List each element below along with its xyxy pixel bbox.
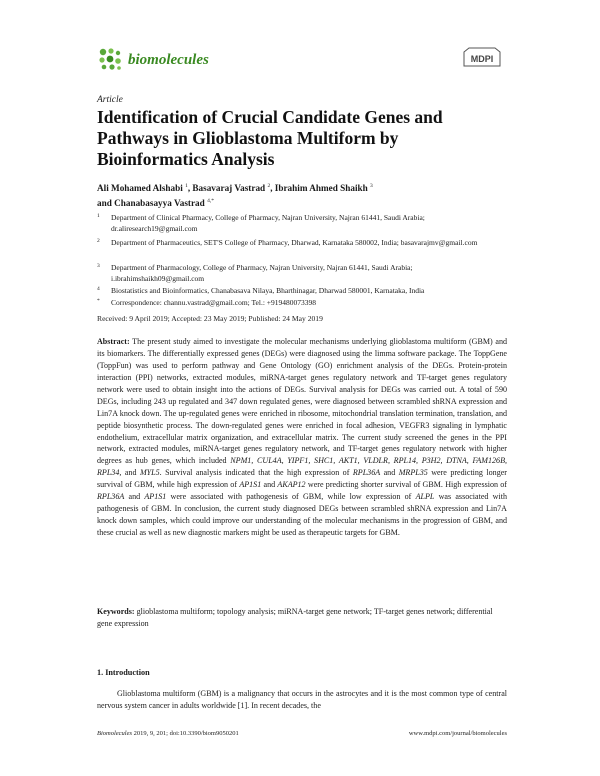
author-name[interactable]: Basavaraj Vastrad: [192, 183, 266, 194]
affiliation-mark: 1: [97, 213, 100, 219]
affiliation-text: Department of Clinical Pharmacy, College of Pharmacy, Najran University, Najran 61441, Saudi Arabia; dr.aliresearch19@gmail.com: [111, 213, 425, 233]
author-name[interactable]: Chanabasayya Vastrad: [114, 198, 205, 209]
journal-logo-icon: [97, 46, 123, 72]
affiliation-mark: *: [97, 298, 100, 304]
footer-citation-text[interactable]: 2019, 9, 201; doi:10.3390/biom9050201: [132, 730, 239, 737]
abstract-text: was associated with pathogenesis of GBM. In conclusion, the current study diagnosed DEGs between scrambled shRNA expression and Lin7A knock down samples, which could improve our understanding of the molecular mechanisms in the progression of GBM, and these crucial as well as new diagnostic markers might be used as therapeutic targets for GBM.: [97, 492, 507, 537]
affiliation-mark: 2: [97, 238, 100, 244]
section-heading: 1. Introduction: [97, 668, 150, 677]
mdpi-badge-icon: [462, 46, 502, 68]
author-affiliation-mark: 4,*: [207, 198, 214, 205]
abstract-text: were predicting longer survival of GBM, while high expression of: [97, 468, 507, 490]
affiliation-mark: 3: [97, 263, 100, 269]
gene-name: MYL5: [139, 468, 160, 478]
abstract-text: and: [121, 468, 140, 478]
affiliation-mark: 4: [97, 286, 100, 292]
author-list: Ali Mohamed Alshabi $^1$, Basavaraj Vastrad $^2$, Ibrahim Ahmed Shaikh $^3$ and Chanabasayya Vastrad $^{4,*}$: [97, 183, 373, 209]
affiliation-text: Department of Pharmacology, College of Pharmacy, Najran University, Najran 61441, Saudi Arabia; i.ibrahimshaikh09@gmail.com: [111, 263, 413, 283]
footer-journal: Biomolecules: [97, 730, 133, 737]
abstract-text: and: [261, 480, 278, 490]
section-body-text: Glioblastoma multiform (GBM) is a malignancy that occurs in the astrocytes and it is the most common type of central nervous system cancer in adults worldwide [1]. In recent decades, the: [97, 689, 507, 710]
article-type: Article: [97, 95, 123, 105]
gene-name: MRPL35: [398, 468, 428, 478]
gene-name: RPL36A: [352, 468, 381, 478]
keywords-text: glioblastoma multiform; topology analysis; miRNA-target gene network; TF-target genes network; differential gene expression: [97, 607, 493, 628]
paper-title: Identification of Crucial Candidate Genes and Pathways in Glioblastoma Multiform by Bioinformatics Analysis: [97, 107, 443, 169]
footer-url[interactable]: www.mdpi.com/journal/biomolecules: [408, 730, 507, 737]
footer-citation: [97, 730, 239, 737]
abstract: [97, 336, 507, 539]
abstract-text: were predicting shorter survival of GBM. High expression of: [305, 480, 507, 490]
abstract-text: and: [380, 468, 399, 478]
gene-name: AKAP12: [277, 480, 306, 490]
author-affiliation-mark: 1: [185, 183, 188, 189]
journal-name: biomolecules: [128, 52, 209, 68]
author-affiliation-mark: 2: [267, 183, 271, 189]
hub-gene-list: NPM1, CUL4A, YIPF1, SHC1, AKT1, VLDLR, RPL14, P3H2, DTNA, FAM126B, RPL34,: [97, 456, 508, 478]
gene-name: ALPL: [415, 492, 435, 502]
abstract-text: and: [124, 492, 145, 502]
abstract-text: . Survival analysis indicated that the high expression of: [159, 468, 353, 478]
author-affiliation-mark: 3: [370, 183, 373, 189]
gene-name: AP1S1: [144, 492, 167, 502]
author-conjunction: and: [97, 198, 112, 209]
mdpi-label: MDPI: [470, 54, 494, 64]
abstract-text: The present study aimed to investigate the molecular mechanisms underlying glioblastoma multiform (GBM) and its biomarkers. The differentially expressed genes (DEGs) were diagnosed using the limma software package. The ToppGene (ToppFun) was used to perform pathway and Gene Ontology (GO) enrichment analysis of the DEGs. Protein-protein interaction (PPI) networks, extracted modules, miRNA-target genes regulatory network and TF-target genes regulatory network were used to obtain insight into the actions of DEGs. Survival analysis for DEGs was carried out. A total of 590 DEGs, including 243 up regulated and 347 down regulated genes, were diagnosed between scrambled shRNA expression and Lin7A knock down. The up-regulated genes were enriched in ribosome, mitochondrial translation termination, translation, and peptide biosynthetic process. The down-regulated genes were enriched in focal adhesion, VEGFR3 signaling in lymphatic endothelium, extracellular matrix organization, and extracellular matrix. The current study screened the genes in the PPI network, extracted modules, miRNA-target genes regulatory network, and TF-target genes regulatory network with higher degrees as hub genes, which included: [97, 337, 507, 466]
affiliation-text: Biostatistics and Bioinformatics, Chanabasava Nilaya, Bharthinagar, Dharwad 580001, Karnataka, India: [111, 286, 425, 295]
gene-name: AP1S1: [239, 480, 262, 490]
affiliation-text: Department of Pharmaceutics, SET'S College of Pharmacy, Dharwad, Karnataka 580002, India; basavarajmv@gmail.com: [111, 238, 478, 247]
keywords: [97, 606, 507, 630]
gene-name: RPL36A: [97, 492, 125, 502]
author-name[interactable]: Ali Mohamed Alshabi: [97, 183, 183, 194]
author-name[interactable]: Ibrahim Ahmed Shaikh: [274, 183, 368, 194]
abstract-text: were associated with pathogenesis of GBM, while low expression of: [166, 492, 416, 502]
correspondence-text[interactable]: Correspondence: channu.vastrad@gmail.com; Tel.: +919480073398: [111, 298, 317, 307]
abstract-label: Abstract:: [97, 337, 130, 346]
publication-dates: Received: 9 April 2019; Accepted: 23 May 2019; Published: 24 May 2019: [97, 314, 323, 323]
keywords-label: Keywords:: [97, 607, 135, 616]
mdpi-logo: [462, 46, 502, 68]
